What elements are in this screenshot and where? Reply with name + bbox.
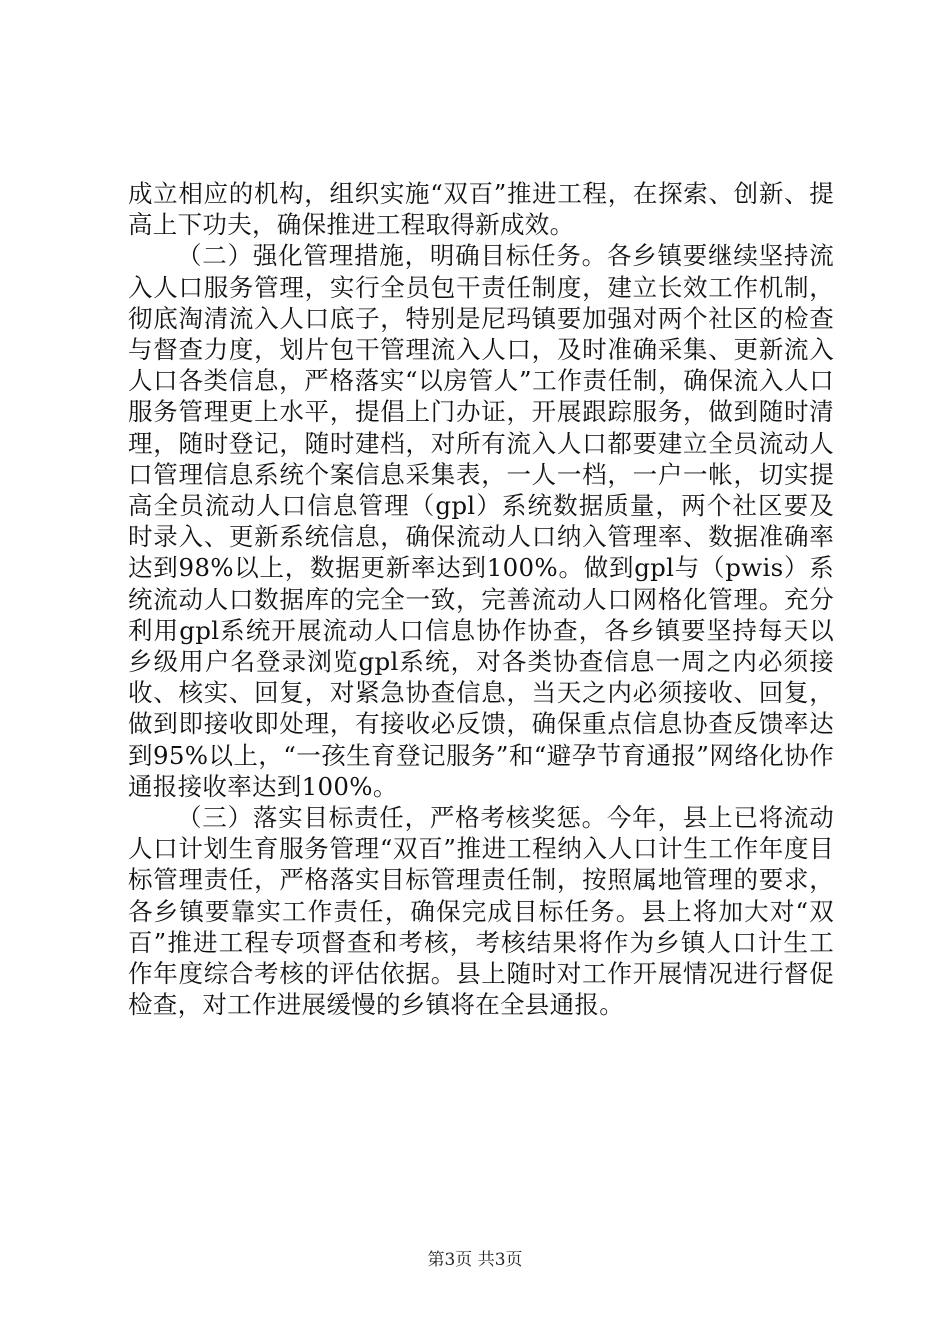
paragraph-section-two: （二）强化管理措施，明确目标任务。各乡镇要继续坚持流入人口服务管理，实行全员包干责任制度，建立长效工作机制，彻底淘清流入人口底子，特别是尼玛镇要加强对两个社区的检查与督查力度，划片包干管理流入人口，及时准确采集、更新流入人口各类信息，严格落实“以房管人”工作责任制，确保流入人口服务管理更上水平，提倡上门办证，开展跟踪服务，做到随时清理，随时登记，随时建档，对所有流入人口都要建立全员流动人口管理信息系统个案信息采集表，一人一档，一户一帐，切实提高全员流动人口信息管理（gpl）系统数据质量，两个社区要及时录入、更新系统信息，确保流动人口纳入管理率、数据准确率达到98%以上，数据更新率达到100%。做到gpl与（pwis）系统流动人口数据库的完全一致，完善流动人口网格化管理。充分利用gpl系统开展流动人口信息协作协查，各乡镇要坚持每天以乡级用户名登录浏览gpl系统，对各类协查信息一周之内必须接收、核实、回复，对紧急协查信息，当天之内必须接收、回复，做到即接收即处理，有接收必反馈，确保重点信息协查反馈率达到95%以上，“一孩生育登记服务”和“避孕节育通报”网络化协作通报接收率达到100%。 <box>128 241 834 801</box>
paragraph-continuation: 成立相应的机构，组织实施“双百”推进工程，在探索、创新、提高上下功夫，确保推进工程取得新成效。 <box>128 179 834 240</box>
page-footer: 第3页 共3页 <box>427 1250 523 1270</box>
paragraph-section-three: （三）落实目标责任，严格考核奖惩。今年，县上已将流动人口计划生育服务管理“双百”推进工程纳入人口计生工作年度目标管理责任，严格落实目标管理责任制，按照属地管理的要求，各乡镇要靠实工作责任，确保完成目标任务。县上将加大对“双百”推进工程专项督查和考核，考核结果将作为乡镇人口计生工作年度综合考核的评估依据。县上随时对工作开展情况进行督促检查，对工作进展缓慢的乡镇将在全县通报。 <box>128 803 835 1020</box>
document-body <box>128 178 834 1020</box>
